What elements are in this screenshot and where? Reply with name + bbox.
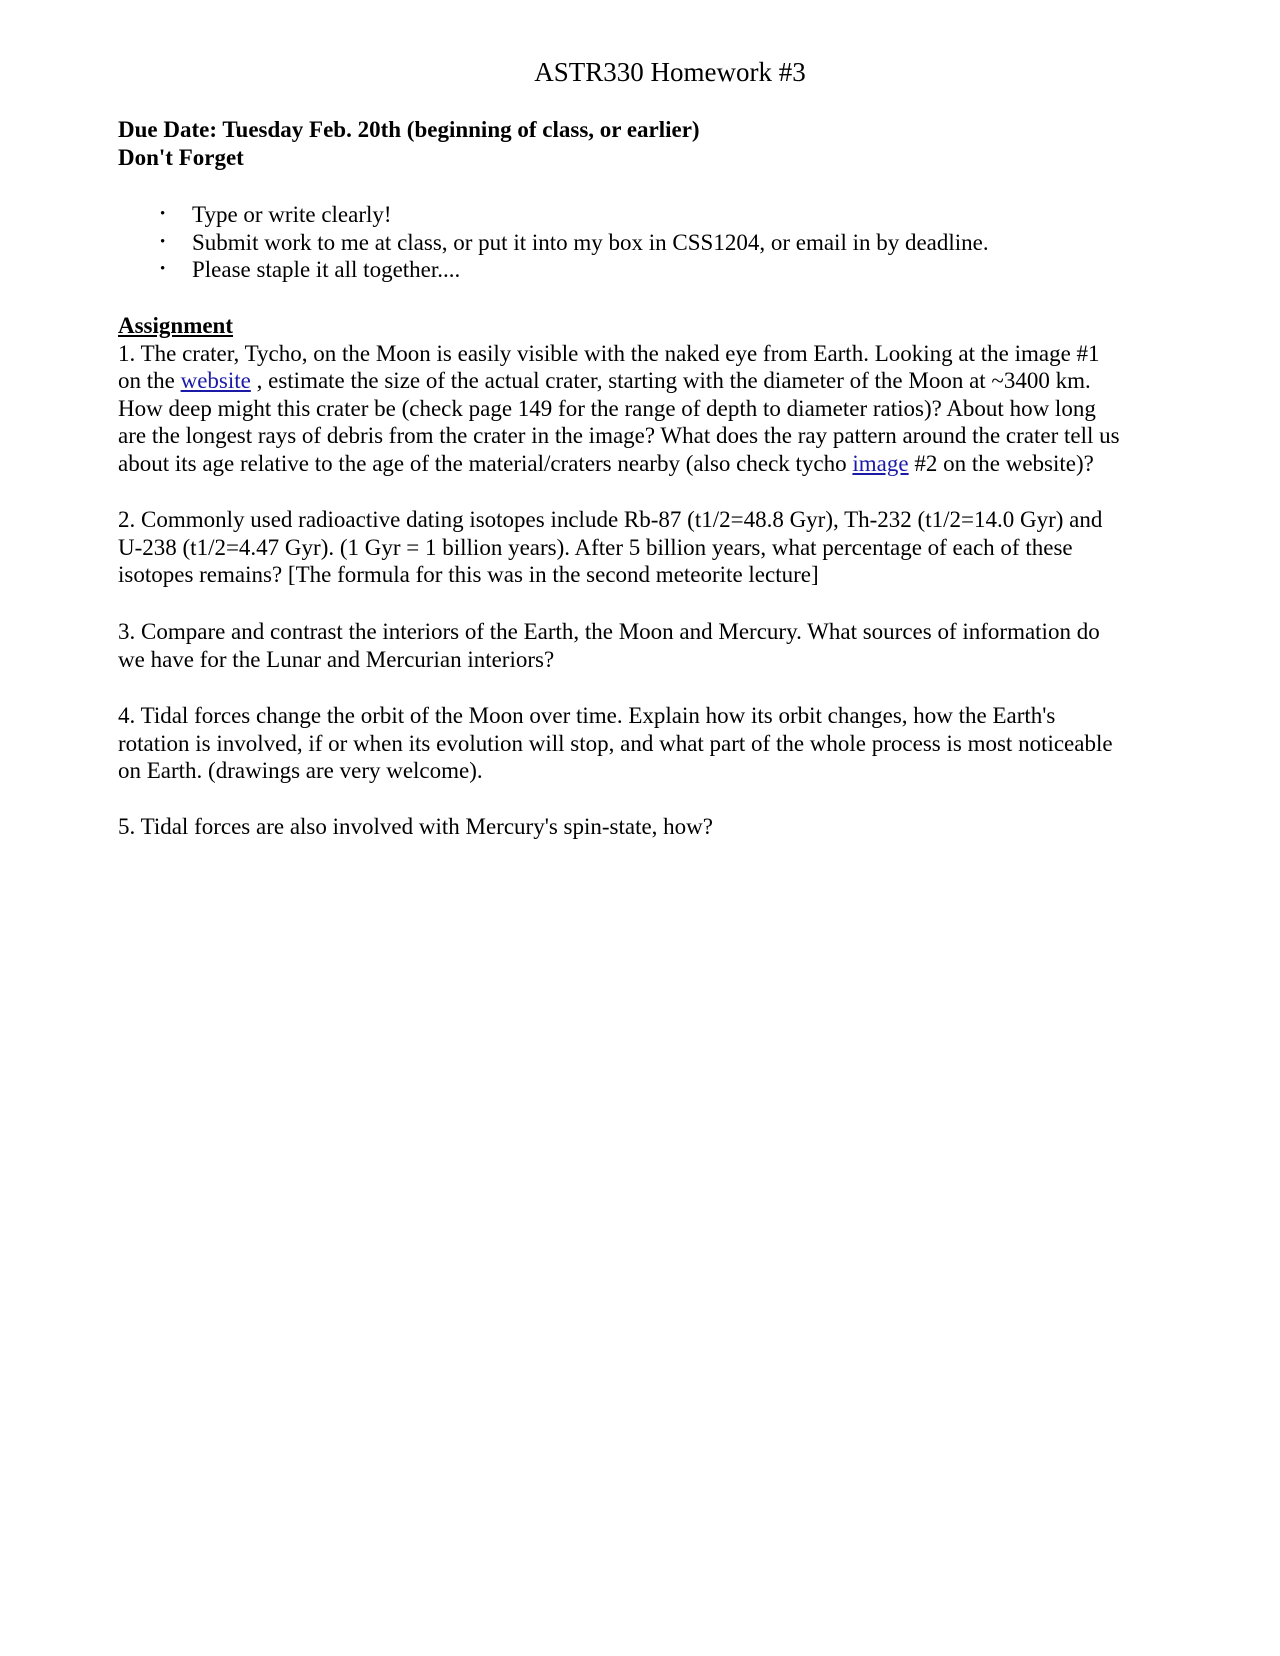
question-5-line: 5. Tidal forces are also involved with Mercury's spin-state, how? — [118, 814, 714, 839]
reminder-text: Submit work to me at class, or put it into my box in CSS1204, or email in by deadline. — [192, 229, 989, 255]
website-link[interactable]: website — [180, 368, 251, 393]
due-date-block — [118, 116, 700, 172]
question-1-line — [118, 450, 1218, 478]
image-link[interactable]: image — [852, 450, 909, 476]
question-1 — [118, 312, 1218, 477]
question-2 — [118, 506, 1218, 589]
list-item — [160, 256, 989, 284]
bullet-icon: • — [160, 261, 166, 277]
reminder-text: Type or write clearly! — [192, 202, 392, 227]
question-4 — [118, 702, 1218, 785]
question-1-line: 1. The crater, Tycho, on the Moon is easily visible with the naked eye from Earth. Looking at the image #1 — [118, 340, 1100, 366]
question-5 — [118, 813, 1218, 841]
question-1-line — [118, 367, 1218, 395]
due-date-line: Due Date: Tuesday Feb. 20th (beginning of class, or earlier) — [118, 117, 700, 142]
question-1-text: about its age relative to the age of the material/craters nearby (also check tycho — [118, 450, 853, 476]
question-1-text: on the — [118, 368, 181, 393]
page-title: ASTR330 Homework #3 — [534, 57, 806, 87]
question-4-line: on Earth. (drawings are very welcome). — [118, 758, 483, 783]
list-item — [160, 201, 989, 229]
question-3-line: we have for the Lunar and Mercurian interiors? — [118, 646, 555, 672]
list-item — [160, 229, 989, 257]
question-3 — [118, 618, 1218, 673]
question-4-line: 4. Tidal forces change the orbit of the Moon over time. Explain how its orbit changes, how the Earth's — [118, 703, 1056, 728]
question-2-line: 2. Commonly used radioactive dating isotopes include Rb-87 (t1/2=48.8 Gyr), Th-232 (t1/2=14.0 Gyr) and — [118, 507, 1103, 532]
question-3-line: 3. Compare and contrast the interiors of the Earth, the Moon and Mercury. What sources of information do — [118, 619, 1100, 644]
question-1-line: How deep might this crater be (check page 149 for the range of depth to diameter ratios)? About how long — [118, 395, 1096, 421]
reminder-text: Please staple it all together.... — [192, 257, 461, 282]
question-1-line: are the longest rays of debris from the crater in the image? What does the ray pattern around the crater tell us — [118, 423, 1120, 448]
bullet-icon: • — [160, 233, 166, 250]
question-1-text: #2 on the website)? — [908, 450, 1094, 476]
question-4-line: rotation is involved, if or when its evolution will stop, and what part of the whole process is most noticeable — [118, 730, 1113, 756]
dont-forget-label: Don't Forget — [118, 145, 244, 170]
question-2-line: U-238 (t1/2=4.47 Gyr). (1 Gyr = 1 billion years). After 5 billion years, what percentage of each of these — [118, 534, 1073, 560]
bullet-icon: • — [160, 206, 166, 222]
assignment-heading: Assignment — [118, 313, 234, 338]
question-1-text: , estimate the size of the actual crater, starting with the diameter of the Moon at ~3400 km. — [250, 368, 1091, 393]
reminder-list — [160, 201, 989, 284]
question-2-line: isotopes remains? [The formula for this was in the second meteorite lecture] — [118, 562, 819, 587]
